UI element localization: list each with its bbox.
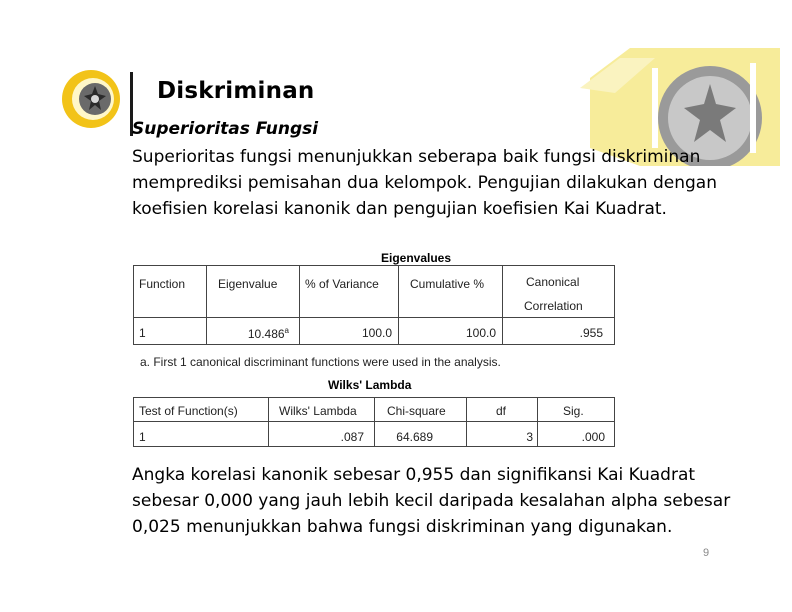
university-logo bbox=[60, 68, 122, 130]
cell-cumulative-percent: 100.0 bbox=[465, 326, 496, 340]
cell-test-of-functions: 1 bbox=[139, 430, 146, 444]
cell-sig: .000 bbox=[581, 430, 605, 444]
intro-paragraph: Superioritas fungsi menunjukkan seberapa baik fungsi diskriminan memprediksi pemisahan dua kelompok. Pengujian dilakukan dengan koefisien korelasi kanonik dan pengujian koefisien Kai Kuadrat. bbox=[132, 147, 717, 219]
cell-eigenvalue: 10.486$^a$ bbox=[247, 326, 289, 341]
header-percent-variance: % of Variance bbox=[305, 277, 379, 291]
section-subheading: Superioritas Fungsi bbox=[132, 119, 319, 139]
header-eigenvalue: Eigenvalue bbox=[218, 277, 278, 291]
header-canonical: Canonical bbox=[526, 275, 580, 289]
header-test-of-functions: Test of Function(s) bbox=[139, 404, 238, 418]
cell-wilks-lambda: .087 bbox=[340, 430, 364, 444]
slide-title: Diskriminan bbox=[157, 78, 315, 104]
header-chi-square: Chi-square bbox=[387, 404, 446, 418]
eigenvalues-footnote: a. First 1 canonical discriminant functions were used in the analysis. bbox=[140, 355, 501, 369]
cell-df: 3 bbox=[526, 430, 533, 444]
header-wilks-lambda: Wilks' Lambda bbox=[279, 404, 357, 418]
eigenvalues-table bbox=[133, 265, 615, 345]
eigenvalues-table-title: Eigenvalues bbox=[381, 251, 452, 265]
wilks-lambda-table bbox=[133, 397, 615, 447]
header-correlation: Correlation bbox=[524, 299, 583, 313]
cell-function: 1 bbox=[139, 326, 146, 340]
header-function: Function bbox=[139, 277, 186, 291]
page-number: 9 bbox=[703, 547, 710, 559]
cell-canonical-correlation: .955 bbox=[579, 326, 603, 340]
conclusion-paragraph: Angka korelasi kanonik sebesar 0,955 dan signifikansi Kai Kuadrat sebesar 0,000 yang jauh lebih kecil daripada kesalahan alpha sebesar 0,025 menunjukkan bahwa fungsi diskriminan yang digunakan. bbox=[132, 465, 731, 537]
wilks-table-title: Wilks' Lambda bbox=[328, 378, 412, 392]
header-sig: Sig. bbox=[563, 404, 584, 418]
cell-chi-square: 64.689 bbox=[396, 430, 433, 444]
cell-eigenvalue-note-marker: a bbox=[284, 326, 289, 335]
header-df: df bbox=[496, 404, 507, 418]
cell-percent-variance: 100.0 bbox=[361, 326, 392, 340]
header-cumulative-percent: Cumulative % bbox=[410, 277, 485, 291]
